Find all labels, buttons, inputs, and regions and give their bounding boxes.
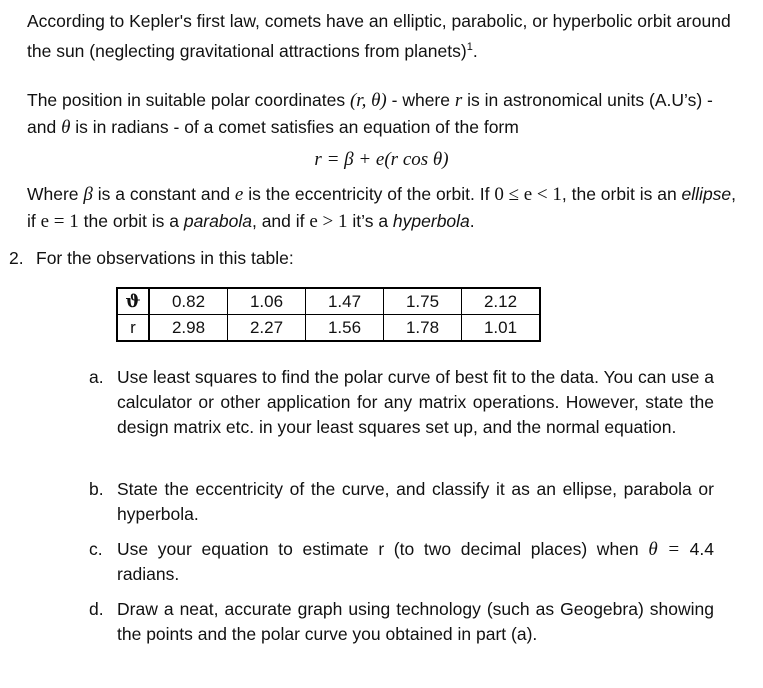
- table-row-r: [117, 315, 540, 342]
- where-text-8: it’s a: [347, 211, 393, 231]
- table-cell: 1.56: [306, 315, 384, 342]
- observations-table: [116, 287, 541, 342]
- where-text-2: is a constant and: [92, 184, 235, 204]
- where-text-5: , if: [27, 184, 737, 231]
- part-c-text: [117, 537, 714, 587]
- part-c-math: θ =: [648, 539, 681, 560]
- table-cell: 1.47: [306, 288, 384, 315]
- part-b: [89, 477, 714, 527]
- where-math-1: β: [83, 184, 93, 205]
- table-cell: 0.82: [149, 288, 228, 315]
- table-cell: 1.78: [384, 315, 462, 342]
- table-cell: 2.98: [149, 315, 228, 342]
- table-cell: 1.75: [384, 288, 462, 315]
- where-paragraph: [27, 181, 737, 235]
- part-d: [89, 597, 714, 647]
- where-italic-ellipse: ellipse: [681, 184, 732, 204]
- theta-header: ϑ: [117, 288, 149, 315]
- part-d-text: Draw a neat, accurate graph using technology (such as Geogebra) showing the points and the polar curve you obtained in part (a).: [117, 599, 714, 644]
- part-d-label: d.: [89, 599, 104, 619]
- where-math-2: e: [234, 184, 244, 205]
- position-math-1: (r, θ): [349, 90, 387, 111]
- position-math-2: r: [454, 90, 463, 111]
- table-cell: 2.12: [462, 288, 541, 315]
- where-text-1: Where: [27, 184, 84, 204]
- position-text-4: is in radians - of a comet satisfies an equation of the form: [70, 117, 519, 137]
- position-text-3: is in astronomical units (A.U’s) - and: [27, 90, 713, 137]
- question-text: For the observations in this table:: [36, 248, 294, 268]
- position-text-1: The position in suitable polar coordinates: [27, 90, 350, 110]
- table-cell: 1.01: [462, 315, 541, 342]
- position-math-3: θ: [61, 117, 71, 138]
- part-a-label: a.: [89, 367, 104, 387]
- part-a: [89, 365, 714, 440]
- position-text-2: - where: [386, 90, 455, 110]
- where-text-4: , the orbit is an: [561, 184, 682, 204]
- part-c-label: c.: [89, 539, 103, 559]
- question-number: 2.: [9, 248, 24, 268]
- part-a-text: Use least squares to find the polar curve of best fit to the data. You can use a calculator or other application for any matrix operations. However, state the design matrix etc. in your least squares set up, and the normal equation.: [117, 367, 714, 437]
- r-header: r: [117, 315, 149, 342]
- part-c: [89, 537, 714, 587]
- intro-end: .: [472, 40, 478, 61]
- part-b-label: b.: [89, 479, 104, 499]
- intro-paragraph: [27, 8, 737, 64]
- table-row-theta: [117, 288, 540, 315]
- where-text-9: .: [469, 211, 475, 231]
- part-c-text-1: Use your equation to estimate r (to two decimal places) when: [117, 539, 649, 559]
- where-math-4: e = 1: [40, 211, 79, 232]
- orbit-equation-text: r = β + e(r cos θ): [314, 149, 449, 170]
- table-cell: 2.27: [228, 315, 306, 342]
- where-text-7: , and if: [251, 211, 310, 231]
- where-text-3: is the eccentricity of the orbit. If: [243, 184, 495, 204]
- part-c-text-2: 4.4 radians.: [117, 539, 714, 584]
- where-italic-hyperbola: hyperbola: [392, 211, 470, 231]
- where-math-5: e > 1: [309, 211, 348, 232]
- footnote-mark: 1: [466, 41, 473, 53]
- orbit-equation: [0, 146, 763, 173]
- where-math-3: 0 ≤ e < 1: [494, 184, 562, 205]
- table-cell: 1.06: [228, 288, 306, 315]
- intro-text: According to Kepler's first law, comets have an elliptic, parabolic, or hyperbolic orbit around the sun (neglecting gravitational attractions from planets): [27, 11, 731, 61]
- where-text-6: the orbit is a: [78, 211, 184, 231]
- where-italic-parabola: parabola: [183, 211, 252, 231]
- position-paragraph: [27, 87, 737, 141]
- part-b-text: State the eccentricity of the curve, and classify it as an ellipse, parabola or hyperbola.: [117, 479, 714, 524]
